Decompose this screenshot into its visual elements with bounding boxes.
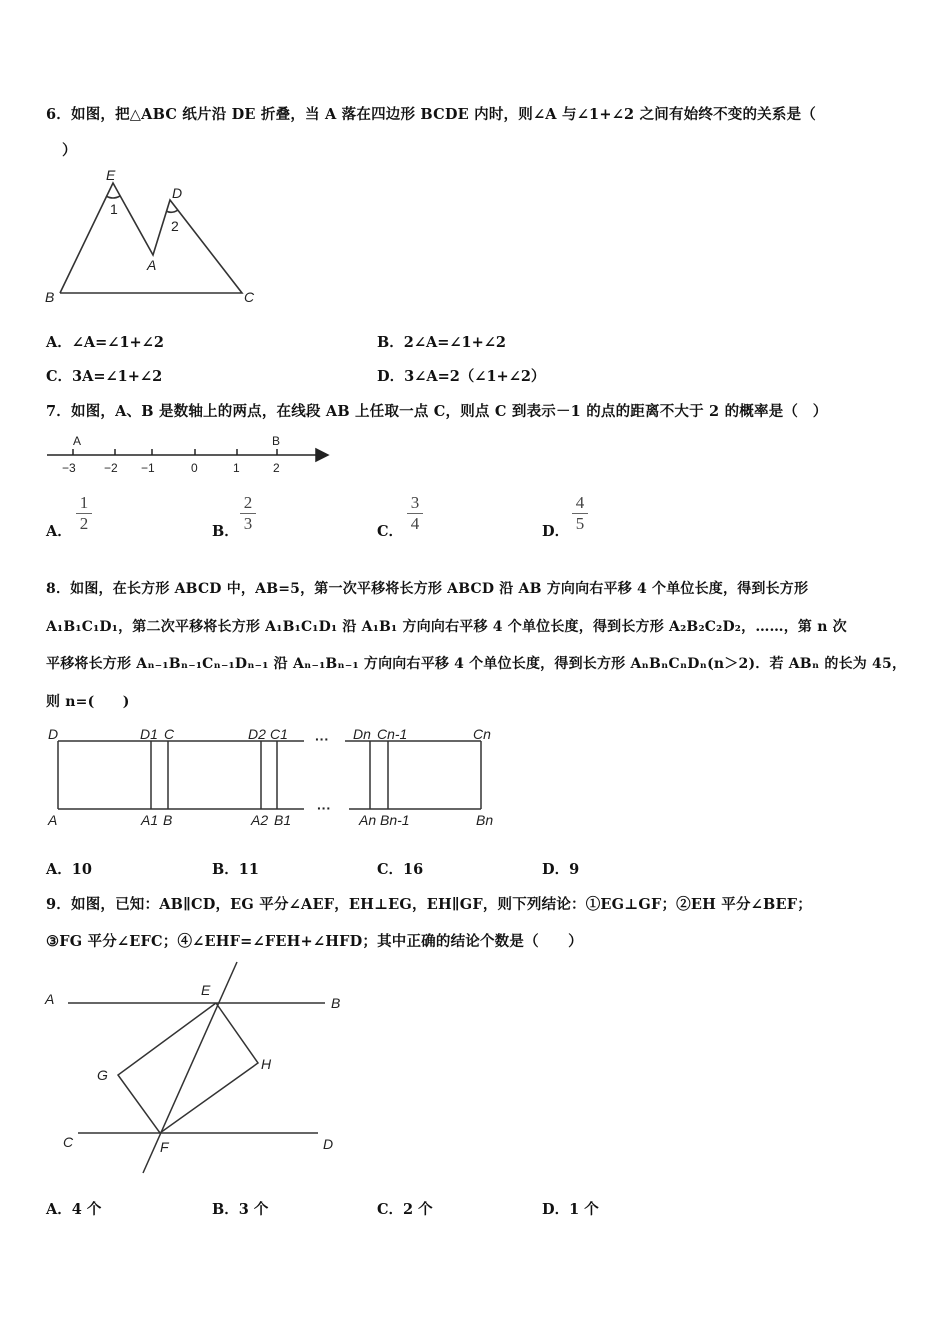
numerator: 4: [572, 493, 588, 514]
q8-stem-line-4: 则 n=( ): [46, 694, 130, 710]
numerator: 3: [407, 493, 423, 514]
numerator: 2: [240, 493, 256, 514]
q6-option-a[interactable]: A．∠A=∠1+∠2: [46, 334, 164, 351]
q6-stem-line-2: ）: [62, 142, 77, 159]
q8-option-a[interactable]: A．10: [46, 861, 92, 878]
q7-stem: 7．如图，A、B 是数轴上的两点，在线段 AB 上任取一点 C，则点 C 到表示－1 的点的距离不大于 2 的概率是（ ）: [46, 403, 828, 420]
q9-option-a[interactable]: A．4 个: [46, 1201, 102, 1218]
q7-tick: −2: [104, 461, 118, 475]
q6-label-D: D: [172, 185, 183, 201]
q7-tick: 2: [273, 461, 280, 475]
denominator: 2: [79, 514, 89, 533]
q6-label-E: E: [106, 167, 116, 183]
fraction: [407, 493, 423, 534]
q8-label-B: B: [163, 812, 173, 828]
q8-label-An: An: [359, 812, 377, 828]
q7-number-line: [47, 449, 328, 461]
q7-tick: −1: [141, 461, 155, 475]
q6-option-c[interactable]: C．3A=∠1+∠2: [46, 368, 163, 385]
q6-label-B: B: [45, 289, 55, 305]
q7-point-B: B: [272, 434, 281, 448]
q8-label-B1: B1: [274, 812, 292, 828]
q8-label-Cn-1: Cn-1: [377, 726, 408, 742]
option-label: B．: [212, 523, 239, 540]
q6-triangle-figure: [60, 183, 242, 293]
q6-option-d[interactable]: D．3∠A=2（∠1+∠2）: [377, 368, 546, 385]
q9-label-A: A: [45, 991, 55, 1007]
q7-tick: −3: [62, 461, 76, 475]
q8-label-C1: C1: [270, 726, 288, 742]
q9-label-E: E: [201, 982, 211, 998]
q6-stem-line-1: 6．如图，把△ABC 纸片沿 DE 折叠，当 A 落在四边形 BCDE 内时，则∠A 与∠1+∠2 之间有始终不变的关系是（: [46, 106, 816, 123]
q9-option-d[interactable]: D．1 个: [542, 1201, 599, 1218]
fraction: [76, 493, 92, 534]
q8-stem-line-2: A₁B₁C₁D₁，第二次平移将长方形 A₁B₁C₁D₁ 沿 A₁B₁ 方向向右平移 4 个单位长度，得到长方形 A₂B₂C₂D₂，……，第 n 次: [46, 619, 847, 635]
q8-stem-line-1: 8．如图，在长方形 ABCD 中，AB=5，第一次平移将长方形 ABCD 沿 AB 方向向右平移 4 个单位长度，得到长方形: [46, 581, 809, 597]
q8-option-d[interactable]: D．9: [542, 861, 580, 878]
q6-option-b[interactable]: B．2∠A=∠1+∠2: [377, 334, 507, 351]
q8-dots-top: ···: [315, 731, 329, 747]
q8-option-b[interactable]: B．11: [212, 861, 259, 878]
q9-stem-line-1: 9．如图，已知：AB∥CD，EG 平分∠AEF，EH⊥EG，EH∥GF，则下列结论：①EG⊥GF；②EH 平分∠BEF；: [46, 896, 812, 913]
q7-tick: 0: [191, 461, 198, 475]
q8-label-D1: D1: [140, 726, 158, 742]
option-label: A．: [46, 523, 72, 540]
q8-label-A2: A2: [251, 812, 269, 828]
q9-label-G: G: [97, 1067, 108, 1083]
q8-label-D2: D2: [248, 726, 266, 742]
q9-stem-line-2: ③FG 平分∠EFC；④∠EHF=∠FEH+∠HFD；其中正确的结论个数是（ ）: [46, 933, 583, 950]
q8-label-Cn: Cn: [473, 726, 491, 742]
denominator: 4: [410, 514, 420, 533]
q8-label-Dn: Dn: [353, 726, 371, 742]
q8-label-Bn: Bn: [476, 812, 494, 828]
q9-label-F: F: [160, 1139, 169, 1155]
q8-option-c[interactable]: C．16: [377, 861, 424, 878]
q9-option-b[interactable]: B．3 个: [212, 1201, 269, 1218]
denominator: 5: [575, 514, 585, 533]
q8-label-D: D: [48, 726, 59, 742]
q6-label-1: 1: [110, 201, 118, 217]
q9-option-c[interactable]: C．2 个: [377, 1201, 433, 1218]
q9-label-B: B: [331, 995, 341, 1011]
q8-label-A1: A1: [141, 812, 159, 828]
q8-label-A: A: [48, 812, 58, 828]
q8-label-Bn-1: Bn-1: [380, 812, 410, 828]
q6-label-A: A: [147, 257, 157, 273]
fraction: [240, 493, 256, 534]
q7-point-A: A: [73, 434, 82, 448]
q9-label-D: D: [323, 1136, 334, 1152]
q8-dots-bottom: ···: [317, 800, 331, 816]
denominator: 3: [243, 514, 253, 533]
q8-label-C: C: [164, 726, 175, 742]
q6-label-C: C: [244, 289, 255, 305]
q6-label-2: 2: [171, 218, 179, 234]
option-label: D．: [542, 523, 570, 540]
q8-stem-line-3: 平移将长方形 Aₙ₋₁Bₙ₋₁Cₙ₋₁Dₙ₋₁ 沿 Aₙ₋₁Bₙ₋₁ 方向向右平移 4 个单位长度，得到长方形 AₙBₙCₙDₙ(n＞2)．若 ABₙ 的长为 45，: [46, 656, 907, 672]
fraction: [572, 493, 588, 534]
q9-label-C: C: [63, 1134, 74, 1150]
option-label: C．: [377, 523, 404, 540]
q8-rectangles-figure: [58, 741, 481, 809]
numerator: 1: [76, 493, 92, 514]
q7-tick: 1: [233, 461, 240, 475]
q9-label-H: H: [261, 1056, 272, 1072]
